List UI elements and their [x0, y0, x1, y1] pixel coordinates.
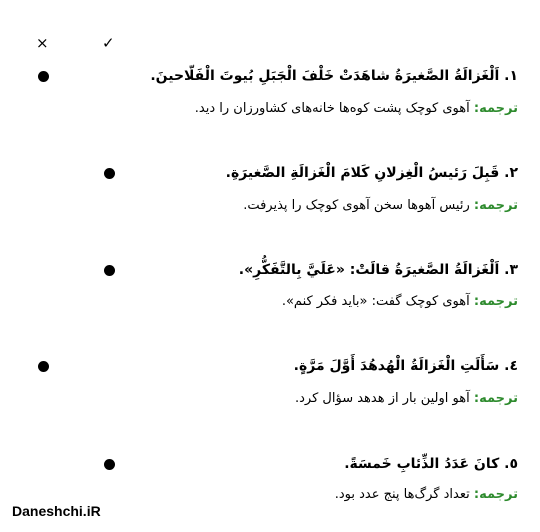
translation-separator: : [473, 487, 480, 502]
false-column-header: × [36, 34, 49, 52]
answer-dot-3 [104, 265, 115, 276]
translation-separator: : [473, 198, 480, 213]
answer-dot-5 [104, 459, 115, 470]
translation-5 [335, 485, 518, 505]
translation-3 [282, 292, 518, 312]
translation-4 [295, 389, 518, 409]
translation-separator: : [473, 294, 480, 309]
translation-2 [243, 196, 518, 216]
translation-label: ترجمه [479, 391, 518, 406]
answer-dot-1 [38, 71, 49, 82]
question-5: ٥. كانَ عَدَدُ الذِّئابِ خَمسَةً. [344, 456, 518, 472]
translation-label: ترجمه [479, 487, 518, 502]
question-4: ٤. سَأَلَتِ الْغَزالَةُ الْهُدهُدَ أَوَّلَ مَرَّةٍ. [293, 358, 518, 374]
translation-1 [195, 99, 518, 119]
translation-text: آهوی کوچک گفت: «باید فکر کنم». [281, 294, 474, 309]
translation-separator: : [473, 101, 480, 116]
translation-label: ترجمه [479, 101, 518, 116]
translation-label: ترجمه [479, 198, 518, 213]
site-watermark: Daneshchi.iR [12, 503, 101, 519]
question-3: ٣. اَلْغَزالَةُ الصَّغيرَةُ قالَتْ: «عَلَيَّ بِالتَّفَكُّرِ». [238, 262, 518, 278]
translation-text: تعداد گرگ‌ها پنج عدد بود. [334, 487, 474, 502]
answer-dot-2 [104, 168, 115, 179]
translation-label: ترجمه [479, 294, 518, 309]
translation-separator: : [473, 391, 480, 406]
question-2: ٢. قَبِلَ رَئيسُ الْغِزلانِ كَلامَ الْغَزالَةِ الصَّغيرَةِ. [225, 165, 518, 181]
true-column-header: ✓ [102, 34, 115, 52]
translation-text: آهوی کوچک پشت کوه‌ها خانه‌های کشاورزان را دید. [194, 101, 474, 116]
translation-text: رئیس آهوها سخن آهوی کوچک را پذیرفت. [243, 198, 474, 213]
translation-text: آهو اولین بار از هدهد سؤال کرد. [295, 391, 474, 406]
answer-dot-4 [38, 361, 49, 372]
question-1: ١. اَلْغَزالَةُ الصَّغيرَةُ شاهَدَتْ خَلْفَ الْجَبَلِ بُيوتَ الْفَلّاحينَ. [150, 68, 518, 84]
